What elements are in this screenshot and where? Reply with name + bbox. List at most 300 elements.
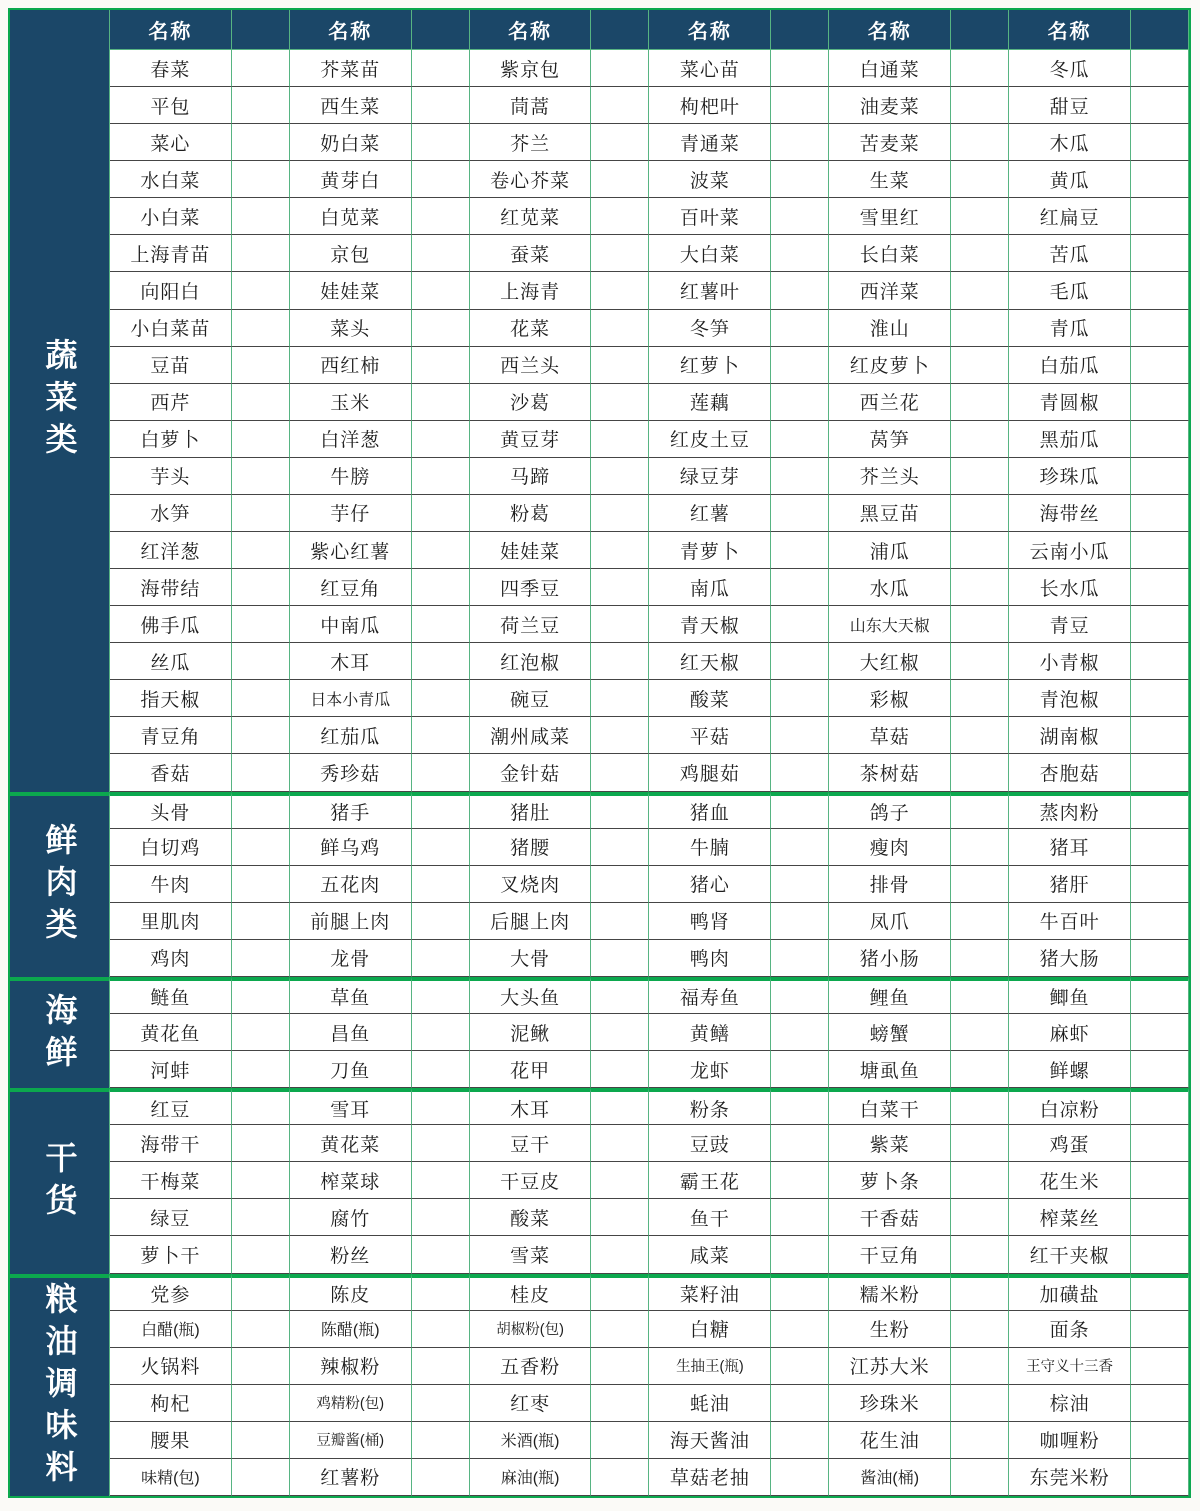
item-name-cell: 红干夹椒 xyxy=(1009,1236,1131,1273)
price-empty-cell xyxy=(771,1199,829,1236)
price-empty-cell xyxy=(771,87,829,124)
item-name-cell: 西洋菜 xyxy=(829,272,951,309)
item-name-cell: 海天酱油 xyxy=(649,1422,771,1459)
price-column-header xyxy=(232,10,290,50)
price-empty-cell xyxy=(232,532,290,569)
price-empty-cell xyxy=(232,198,290,235)
item-name-cell: 白萝卜 xyxy=(110,421,232,458)
price-empty-cell xyxy=(591,606,649,643)
item-name-cell: 红天椒 xyxy=(649,643,771,680)
price-empty-cell xyxy=(951,1236,1009,1273)
item-name-cell: 鸭肉 xyxy=(649,940,771,977)
item-name-cell: 西红柿 xyxy=(290,347,412,384)
item-name-cell: 京包 xyxy=(290,235,412,272)
item-name-cell: 粉条 xyxy=(649,1088,771,1125)
price-empty-cell xyxy=(771,1274,829,1311)
price-empty-cell xyxy=(412,458,470,495)
price-empty-cell xyxy=(591,347,649,384)
price-empty-cell xyxy=(771,1422,829,1459)
price-empty-cell xyxy=(1131,198,1189,235)
item-name-cell: 胡椒粉(包) xyxy=(470,1311,592,1348)
price-empty-cell xyxy=(232,272,290,309)
price-empty-cell xyxy=(1131,124,1189,161)
item-name-cell: 桂皮 xyxy=(470,1274,592,1311)
item-name-cell: 枸杞 xyxy=(110,1385,232,1422)
price-empty-cell xyxy=(1131,1348,1189,1385)
price-empty-cell xyxy=(591,643,649,680)
item-name-cell: 芋头 xyxy=(110,458,232,495)
price-empty-cell xyxy=(771,272,829,309)
item-name-cell: 白凉粉 xyxy=(1009,1088,1131,1125)
item-name-cell: 蚕菜 xyxy=(470,235,592,272)
item-name-cell: 中南瓜 xyxy=(290,606,412,643)
item-name-cell: 大骨 xyxy=(470,940,592,977)
price-empty-cell xyxy=(771,458,829,495)
price-empty-cell xyxy=(1131,643,1189,680)
price-empty-cell xyxy=(771,940,829,977)
item-name-cell: 加磺盐 xyxy=(1009,1274,1131,1311)
price-empty-cell xyxy=(951,124,1009,161)
price-empty-cell xyxy=(412,1051,470,1088)
price-empty-cell xyxy=(951,977,1009,1014)
item-name-cell: 紫心红薯 xyxy=(290,532,412,569)
item-name-cell: 向阳白 xyxy=(110,272,232,309)
item-name-cell: 木耳 xyxy=(290,643,412,680)
price-empty-cell xyxy=(1131,1459,1189,1496)
price-empty-cell xyxy=(771,421,829,458)
item-name-cell: 西兰头 xyxy=(470,347,592,384)
price-empty-cell xyxy=(771,1311,829,1348)
price-empty-cell xyxy=(232,903,290,940)
item-name-cell: 雪里红 xyxy=(829,198,951,235)
price-empty-cell xyxy=(951,532,1009,569)
item-name-cell: 西芹 xyxy=(110,384,232,421)
item-name-cell: 刀鱼 xyxy=(290,1051,412,1088)
price-empty-cell xyxy=(951,384,1009,421)
price-empty-cell xyxy=(771,606,829,643)
item-name-cell: 干香菇 xyxy=(829,1199,951,1236)
price-empty-cell xyxy=(412,384,470,421)
price-empty-cell xyxy=(412,1088,470,1125)
price-empty-cell xyxy=(951,1199,1009,1236)
item-name-cell: 春菜 xyxy=(110,50,232,87)
item-name-cell: 龙虾 xyxy=(649,1051,771,1088)
price-empty-cell xyxy=(232,866,290,903)
price-empty-cell xyxy=(1131,606,1189,643)
price-empty-cell xyxy=(951,50,1009,87)
price-empty-cell xyxy=(591,1236,649,1273)
price-empty-cell xyxy=(412,977,470,1014)
price-empty-cell xyxy=(771,977,829,1014)
item-name-cell: 猪大肠 xyxy=(1009,940,1131,977)
price-empty-cell xyxy=(591,1088,649,1125)
item-name-cell: 青圆椒 xyxy=(1009,384,1131,421)
item-name-cell: 红皮土豆 xyxy=(649,421,771,458)
item-name-cell: 鸽子 xyxy=(829,792,951,829)
price-empty-cell xyxy=(1131,532,1189,569)
item-name-cell: 鲜螺 xyxy=(1009,1051,1131,1088)
item-name-cell: 干豆皮 xyxy=(470,1162,592,1199)
item-name-cell: 水瓜 xyxy=(829,569,951,606)
price-empty-cell xyxy=(951,495,1009,532)
price-empty-cell xyxy=(591,940,649,977)
item-name-cell: 火锅料 xyxy=(110,1348,232,1385)
price-empty-cell xyxy=(951,1348,1009,1385)
item-name-cell: 白通菜 xyxy=(829,50,951,87)
price-empty-cell xyxy=(412,87,470,124)
price-empty-cell xyxy=(591,495,649,532)
item-name-cell: 水笋 xyxy=(110,495,232,532)
price-empty-cell xyxy=(771,384,829,421)
price-empty-cell xyxy=(232,606,290,643)
item-name-cell: 枸杷叶 xyxy=(649,87,771,124)
price-empty-cell xyxy=(951,1014,1009,1051)
item-name-cell: 黄花鱼 xyxy=(110,1014,232,1051)
item-name-cell: 青萝卜 xyxy=(649,532,771,569)
item-name-cell: 猪血 xyxy=(649,792,771,829)
price-empty-cell xyxy=(412,1385,470,1422)
price-empty-cell xyxy=(1131,1236,1189,1273)
item-name-cell: 毛瓜 xyxy=(1009,272,1131,309)
price-empty-cell xyxy=(591,1422,649,1459)
price-empty-cell xyxy=(951,1125,1009,1162)
price-empty-cell xyxy=(232,87,290,124)
price-empty-cell xyxy=(412,1199,470,1236)
price-empty-cell xyxy=(771,866,829,903)
price-empty-cell xyxy=(591,272,649,309)
item-name-cell: 青豆角 xyxy=(110,717,232,754)
price-empty-cell xyxy=(1131,87,1189,124)
price-empty-cell xyxy=(951,643,1009,680)
price-empty-cell xyxy=(1131,940,1189,977)
price-empty-cell xyxy=(232,940,290,977)
name-column-header: 名称 xyxy=(649,10,771,50)
price-empty-cell xyxy=(771,347,829,384)
price-empty-cell xyxy=(412,680,470,717)
price-empty-cell xyxy=(412,1311,470,1348)
item-name-cell: 大红椒 xyxy=(829,643,951,680)
item-name-cell: 黄花菜 xyxy=(290,1125,412,1162)
price-empty-cell xyxy=(232,421,290,458)
item-name-cell: 小白菜 xyxy=(110,198,232,235)
item-name-cell: 王守义十三香 xyxy=(1009,1348,1131,1385)
price-empty-cell xyxy=(412,903,470,940)
price-empty-cell xyxy=(1131,680,1189,717)
item-name-cell: 秀珍菇 xyxy=(290,754,412,791)
item-name-cell: 白洋葱 xyxy=(290,421,412,458)
item-name-cell: 泥鳅 xyxy=(470,1014,592,1051)
item-name-cell: 河蚌 xyxy=(110,1051,232,1088)
item-name-cell: 干梅菜 xyxy=(110,1162,232,1199)
item-name-cell: 沙葛 xyxy=(470,384,592,421)
item-name-cell: 青通菜 xyxy=(649,124,771,161)
item-name-cell: 雪耳 xyxy=(290,1088,412,1125)
item-name-cell: 红薯 xyxy=(649,495,771,532)
price-empty-cell xyxy=(1131,717,1189,754)
price-empty-cell xyxy=(591,384,649,421)
item-name-cell: 牛百叶 xyxy=(1009,903,1131,940)
price-empty-cell xyxy=(412,866,470,903)
item-name-cell: 红豆角 xyxy=(290,569,412,606)
item-name-cell: 红洋葱 xyxy=(110,532,232,569)
item-name-cell: 彩椒 xyxy=(829,680,951,717)
item-name-cell: 蚝油 xyxy=(649,1385,771,1422)
item-name-cell: 大白菜 xyxy=(649,235,771,272)
price-empty-cell xyxy=(232,1088,290,1125)
price-empty-cell xyxy=(1131,384,1189,421)
item-name-cell: 湖南椒 xyxy=(1009,717,1131,754)
price-empty-cell xyxy=(1131,310,1189,347)
price-empty-cell xyxy=(412,532,470,569)
item-name-cell: 日本小青瓜 xyxy=(290,680,412,717)
item-name-cell: 大头鱼 xyxy=(470,977,592,1014)
item-name-cell: 牛腩 xyxy=(649,829,771,866)
price-empty-cell xyxy=(412,198,470,235)
price-empty-cell xyxy=(591,235,649,272)
item-name-cell: 珍珠瓜 xyxy=(1009,458,1131,495)
price-empty-cell xyxy=(232,310,290,347)
price-column-header xyxy=(1131,10,1189,50)
item-name-cell: 粉葛 xyxy=(470,495,592,532)
name-column-header: 名称 xyxy=(470,10,592,50)
item-name-cell: 面条 xyxy=(1009,1311,1131,1348)
item-name-cell: 芋仔 xyxy=(290,495,412,532)
price-empty-cell xyxy=(771,161,829,198)
price-empty-cell xyxy=(1131,347,1189,384)
item-name-cell: 香菇 xyxy=(110,754,232,791)
sidebar-category-3: 海鲜 xyxy=(10,977,110,1088)
price-empty-cell xyxy=(591,421,649,458)
price-empty-cell xyxy=(771,235,829,272)
item-name-cell: 淮山 xyxy=(829,310,951,347)
item-name-cell: 芥兰 xyxy=(470,124,592,161)
item-name-cell: 南瓜 xyxy=(649,569,771,606)
item-name-cell: 鸡蛋 xyxy=(1009,1125,1131,1162)
item-name-cell: 莴笋 xyxy=(829,421,951,458)
price-empty-cell xyxy=(951,310,1009,347)
item-name-cell: 糯米粉 xyxy=(829,1274,951,1311)
price-empty-cell xyxy=(591,1385,649,1422)
price-empty-cell xyxy=(412,569,470,606)
price-empty-cell xyxy=(951,161,1009,198)
item-name-cell: 江苏大米 xyxy=(829,1348,951,1385)
price-empty-cell xyxy=(232,1422,290,1459)
item-name-cell: 白茄瓜 xyxy=(1009,347,1131,384)
item-name-cell: 木瓜 xyxy=(1009,124,1131,161)
item-name-cell: 豆干 xyxy=(470,1125,592,1162)
price-empty-cell xyxy=(951,272,1009,309)
item-name-cell: 米酒(瓶) xyxy=(470,1422,592,1459)
item-name-cell: 茶树菇 xyxy=(829,754,951,791)
item-name-cell: 黑茄瓜 xyxy=(1009,421,1131,458)
price-empty-cell xyxy=(591,532,649,569)
price-empty-cell xyxy=(412,1422,470,1459)
price-empty-cell xyxy=(1131,1385,1189,1422)
item-name-cell: 头骨 xyxy=(110,792,232,829)
item-name-cell: 咸菜 xyxy=(649,1236,771,1273)
item-name-cell: 鸡肉 xyxy=(110,940,232,977)
price-empty-cell xyxy=(1131,1422,1189,1459)
item-name-cell: 绿豆芽 xyxy=(649,458,771,495)
price-empty-cell xyxy=(412,161,470,198)
item-name-cell: 青豆 xyxy=(1009,606,1131,643)
price-empty-cell xyxy=(591,1459,649,1496)
item-name-cell: 西兰花 xyxy=(829,384,951,421)
price-empty-cell xyxy=(232,643,290,680)
price-empty-cell xyxy=(771,1051,829,1088)
item-name-cell: 白苋菜 xyxy=(290,198,412,235)
price-empty-cell xyxy=(951,866,1009,903)
item-name-cell: 莲藕 xyxy=(649,384,771,421)
price-empty-cell xyxy=(951,792,1009,829)
price-empty-cell xyxy=(412,754,470,791)
price-empty-cell xyxy=(951,1385,1009,1422)
item-name-cell: 豆苗 xyxy=(110,347,232,384)
item-name-cell: 萝卜条 xyxy=(829,1162,951,1199)
price-empty-cell xyxy=(412,421,470,458)
item-name-cell: 青瓜 xyxy=(1009,310,1131,347)
price-empty-cell xyxy=(591,866,649,903)
price-empty-cell xyxy=(232,1236,290,1273)
item-name-cell: 卷心芥菜 xyxy=(470,161,592,198)
price-empty-cell xyxy=(771,1088,829,1125)
item-name-cell: 五花肉 xyxy=(290,866,412,903)
item-name-cell: 紫菜 xyxy=(829,1125,951,1162)
price-empty-cell xyxy=(951,569,1009,606)
item-name-cell: 酸菜 xyxy=(649,680,771,717)
item-name-cell: 党参 xyxy=(110,1274,232,1311)
price-empty-cell xyxy=(591,1125,649,1162)
item-name-cell: 霸王花 xyxy=(649,1162,771,1199)
item-name-cell: 玉米 xyxy=(290,384,412,421)
item-name-cell: 海带丝 xyxy=(1009,495,1131,532)
item-name-cell: 鸭肾 xyxy=(649,903,771,940)
item-name-cell: 陈醋(瓶) xyxy=(290,1311,412,1348)
item-name-cell: 小白菜苗 xyxy=(110,310,232,347)
item-name-cell: 红薯粉 xyxy=(290,1459,412,1496)
price-empty-cell xyxy=(771,1459,829,1496)
item-name-cell: 黄瓜 xyxy=(1009,161,1131,198)
price-empty-cell xyxy=(412,1274,470,1311)
item-name-cell: 生菜 xyxy=(829,161,951,198)
item-name-cell: 瘦肉 xyxy=(829,829,951,866)
price-empty-cell xyxy=(232,124,290,161)
price-empty-cell xyxy=(232,977,290,1014)
price-empty-cell xyxy=(412,310,470,347)
price-empty-cell xyxy=(591,310,649,347)
item-name-cell: 猪手 xyxy=(290,792,412,829)
price-empty-cell xyxy=(232,458,290,495)
item-name-cell: 娃娃菜 xyxy=(470,532,592,569)
item-name-cell: 菜心苗 xyxy=(649,50,771,87)
item-name-cell: 草菇 xyxy=(829,717,951,754)
price-empty-cell xyxy=(771,532,829,569)
price-empty-cell xyxy=(951,680,1009,717)
item-name-cell: 凤爪 xyxy=(829,903,951,940)
price-empty-cell xyxy=(771,717,829,754)
food-price-table xyxy=(8,8,1191,1498)
item-name-cell: 干豆角 xyxy=(829,1236,951,1273)
price-empty-cell xyxy=(412,1348,470,1385)
item-name-cell: 花生油 xyxy=(829,1422,951,1459)
price-empty-cell xyxy=(771,50,829,87)
price-column-header xyxy=(951,10,1009,50)
price-empty-cell xyxy=(232,1162,290,1199)
sidebar-category-4: 干货 xyxy=(10,1088,110,1273)
price-empty-cell xyxy=(951,421,1009,458)
item-name-cell: 猪肚 xyxy=(470,792,592,829)
item-name-cell: 红扁豆 xyxy=(1009,198,1131,235)
price-empty-cell xyxy=(412,124,470,161)
item-name-cell: 白醋(瓶) xyxy=(110,1311,232,1348)
price-empty-cell xyxy=(1131,1311,1189,1348)
item-name-cell: 陈皮 xyxy=(290,1274,412,1311)
price-empty-cell xyxy=(771,754,829,791)
price-empty-cell xyxy=(1131,50,1189,87)
item-name-cell: 昌鱼 xyxy=(290,1014,412,1051)
item-name-cell: 草菇老抽 xyxy=(649,1459,771,1496)
item-name-cell: 榨菜丝 xyxy=(1009,1199,1131,1236)
item-name-cell: 平包 xyxy=(110,87,232,124)
price-empty-cell xyxy=(232,1274,290,1311)
item-name-cell: 长水瓜 xyxy=(1009,569,1131,606)
item-name-cell: 豆豉 xyxy=(649,1125,771,1162)
price-empty-cell xyxy=(1131,495,1189,532)
item-name-cell: 榨菜球 xyxy=(290,1162,412,1199)
price-empty-cell xyxy=(1131,272,1189,309)
item-name-cell: 咖喱粉 xyxy=(1009,1422,1131,1459)
price-empty-cell xyxy=(1131,977,1189,1014)
price-empty-cell xyxy=(412,940,470,977)
price-empty-cell xyxy=(232,792,290,829)
item-name-cell: 猪腰 xyxy=(470,829,592,866)
name-column-header: 名称 xyxy=(829,10,951,50)
item-name-cell: 腐竹 xyxy=(290,1199,412,1236)
item-name-cell: 红泡椒 xyxy=(470,643,592,680)
item-name-cell: 粉丝 xyxy=(290,1236,412,1273)
price-empty-cell xyxy=(1131,1088,1189,1125)
item-name-cell: 油麦菜 xyxy=(829,87,951,124)
item-name-cell: 金针菇 xyxy=(470,754,592,791)
price-empty-cell xyxy=(232,1014,290,1051)
item-name-cell: 白切鸡 xyxy=(110,829,232,866)
price-empty-cell xyxy=(951,754,1009,791)
item-name-cell: 上海青 xyxy=(470,272,592,309)
price-empty-cell xyxy=(1131,829,1189,866)
price-empty-cell xyxy=(232,754,290,791)
price-empty-cell xyxy=(591,792,649,829)
item-name-cell: 塘虱鱼 xyxy=(829,1051,951,1088)
item-name-cell: 红皮萝卜 xyxy=(829,347,951,384)
item-name-cell: 麻油(瓶) xyxy=(470,1459,592,1496)
price-empty-cell xyxy=(951,1162,1009,1199)
item-name-cell: 奶白菜 xyxy=(290,124,412,161)
item-name-cell: 西生菜 xyxy=(290,87,412,124)
price-empty-cell xyxy=(412,643,470,680)
price-empty-cell xyxy=(412,272,470,309)
price-empty-cell xyxy=(232,1348,290,1385)
sidebar-category-2: 鲜肉类 xyxy=(10,792,110,977)
item-name-cell: 红薯叶 xyxy=(649,272,771,309)
item-name-cell: 鱼干 xyxy=(649,1199,771,1236)
price-empty-cell xyxy=(591,1014,649,1051)
item-name-cell: 草鱼 xyxy=(290,977,412,1014)
item-name-cell: 黑豆苗 xyxy=(829,495,951,532)
price-empty-cell xyxy=(951,903,1009,940)
price-empty-cell xyxy=(412,1014,470,1051)
item-name-cell: 红豆 xyxy=(110,1088,232,1125)
price-empty-cell xyxy=(412,717,470,754)
